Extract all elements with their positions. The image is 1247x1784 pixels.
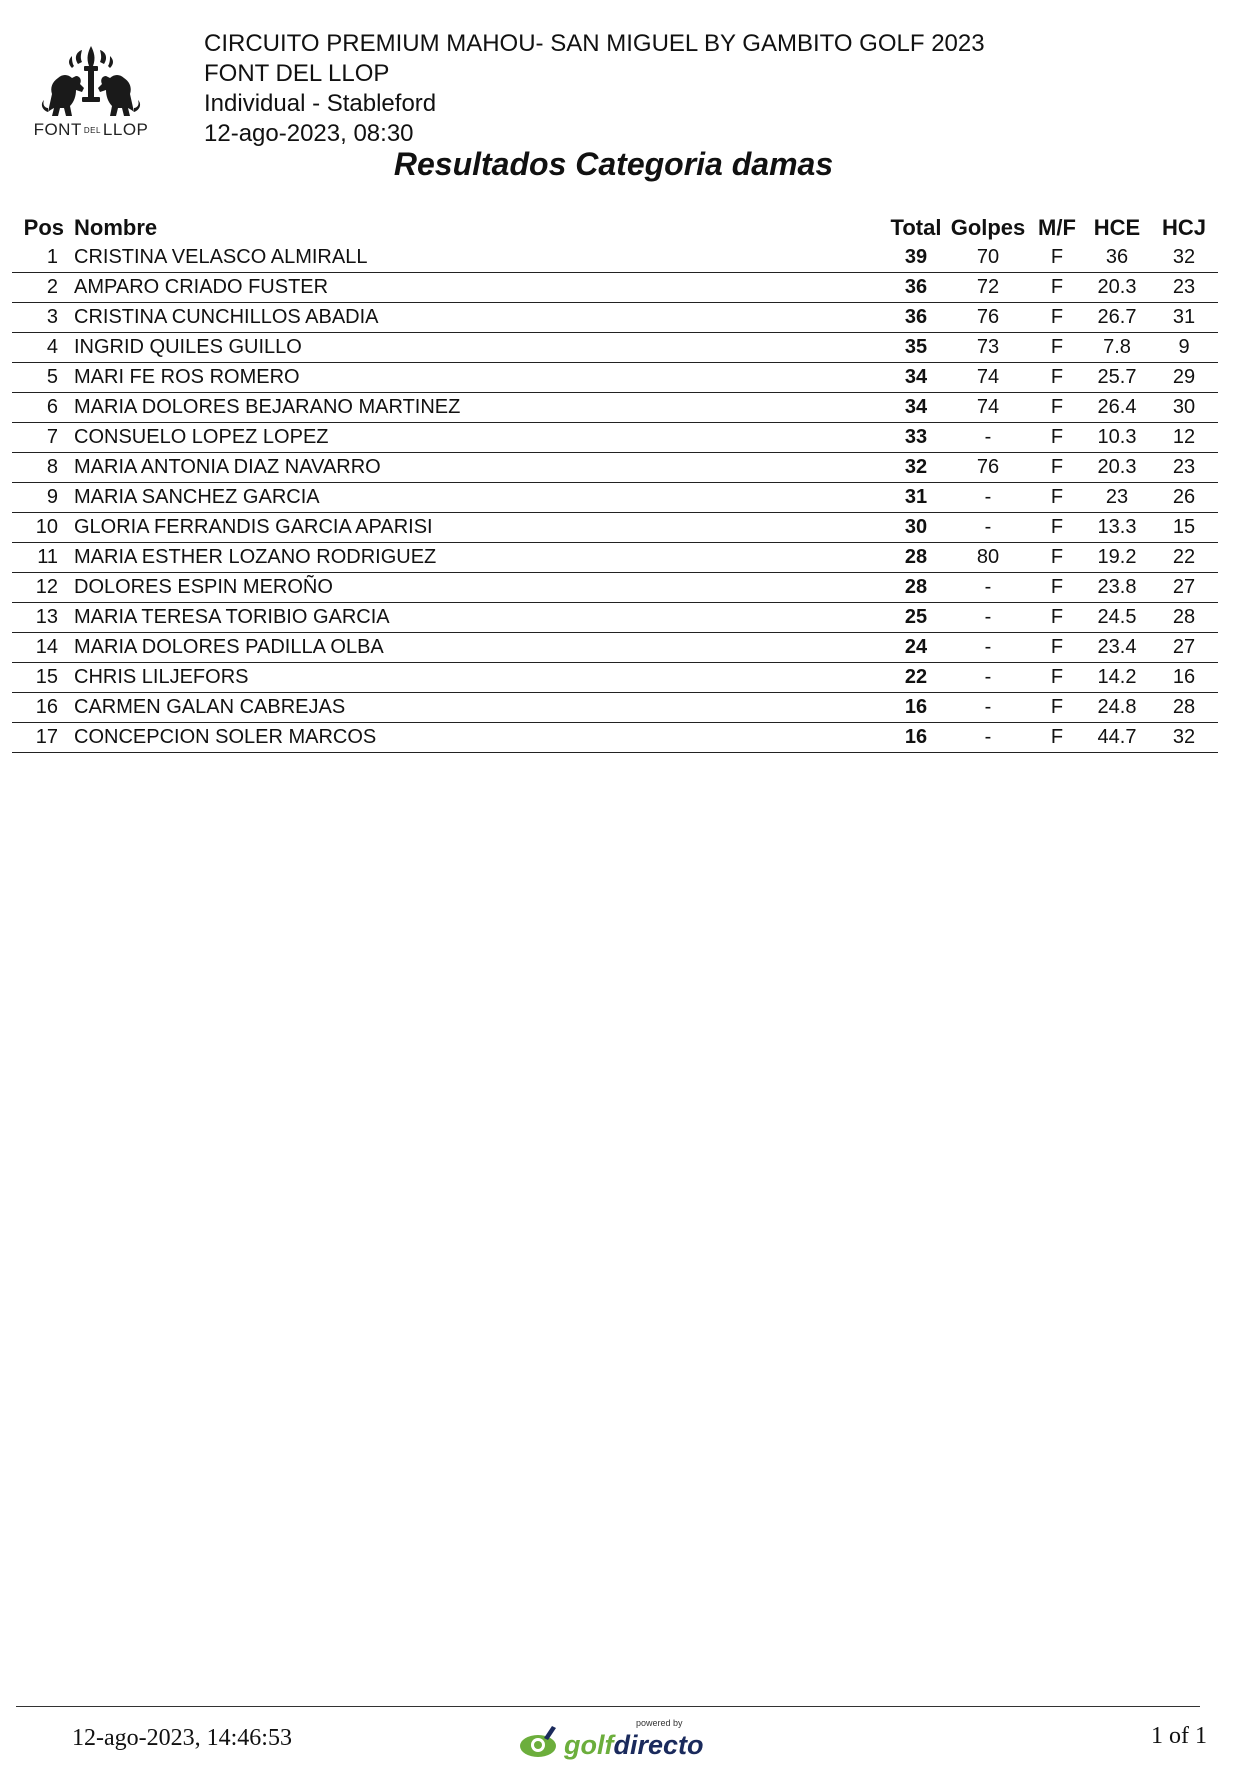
column-header-pos: Pos [23,215,64,240]
cell-total: 39 [886,243,946,273]
cell-mf: F [1030,303,1084,333]
cell-mf: F [1030,543,1084,573]
cell-name: CRISTINA CUNCHILLOS ABADIA [64,303,886,333]
cell-golpes: - [946,423,1030,453]
cell-total: 34 [886,393,946,423]
cell-total: 33 [886,423,946,453]
cell-hce: 19.2 [1084,543,1150,573]
powered-by-label: powered by [636,1718,683,1728]
cell-golpes: - [946,483,1030,513]
logo-text-del: DEL [83,126,101,136]
column-header-mf: M/F [1038,215,1076,240]
cell-name: MARIA TERESA TORIBIO GARCIA [64,603,886,633]
cell-total: 30 [886,513,946,543]
page-title [0,146,1247,183]
cell-hce: 14.2 [1084,663,1150,693]
cell-hce: 25.7 [1084,363,1150,393]
cell-pos: 4 [12,333,64,363]
table-row [12,723,1218,753]
cell-name: MARIA DOLORES BEJARANO MARTINEZ [64,393,886,423]
cell-name: CRISTINA VELASCO ALMIRALL [64,243,886,273]
table-row [12,693,1218,723]
cell-total: 31 [886,483,946,513]
cell-hcj: 22 [1150,543,1218,573]
cell-golpes: - [946,633,1030,663]
cell-hcj: 9 [1150,333,1218,363]
cell-total: 16 [886,693,946,723]
cell-hce: 26.4 [1084,393,1150,423]
cell-golpes: 76 [946,453,1030,483]
cell-pos: 5 [12,363,64,393]
cell-mf: F [1030,483,1084,513]
cell-hce: 7.8 [1084,333,1150,363]
cell-mf: F [1030,423,1084,453]
table-row [12,663,1218,693]
cell-mf: F [1030,243,1084,273]
table-row [12,513,1218,543]
table-header-row [12,213,1218,243]
cell-mf: F [1030,573,1084,603]
cell-total: 34 [886,363,946,393]
font-del-llop-logo [26,42,156,142]
cell-hcj: 32 [1150,243,1218,273]
column-header-name: Nombre [74,215,158,240]
cell-hcj: 23 [1150,273,1218,303]
page-title-text: Resultados Categoria damas [393,146,834,182]
cell-hce: 20.3 [1084,453,1150,483]
table-row [12,423,1218,453]
cell-name: INGRID QUILES GUILLO [64,333,886,363]
cell-golpes: - [946,663,1030,693]
print-timestamp: 12-ago-2023, 14:46:53 [72,1725,292,1751]
cell-name: CONCEPCION SOLER MARCOS [64,723,886,753]
table-row [12,603,1218,633]
brand-directo-text: directo [613,1730,704,1760]
course-name: FONT DEL LLOP [204,60,390,87]
cell-hcj: 27 [1150,633,1218,663]
brand-wordmark [564,1730,704,1761]
column-header-golpes: Golpes [950,215,1026,240]
cell-name: CARMEN GALAN CABREJAS [64,693,886,723]
cell-total: 28 [886,573,946,603]
cell-mf: F [1030,633,1084,663]
cell-pos: 7 [12,423,64,453]
cell-golpes: 73 [946,333,1030,363]
cell-pos: 11 [12,543,64,573]
table-row [12,453,1218,483]
cell-mf: F [1030,333,1084,363]
cell-mf: F [1030,513,1084,543]
cell-hce: 23 [1084,483,1150,513]
cell-total: 36 [886,273,946,303]
cell-total: 28 [886,543,946,573]
cell-hcj: 16 [1150,663,1218,693]
cell-total: 35 [886,333,946,363]
table-row [12,543,1218,573]
cell-name: CHRIS LILJEFORS [64,663,886,693]
cell-pos: 9 [12,483,64,513]
cell-pos: 2 [12,273,64,303]
cell-pos: 3 [12,303,64,333]
cell-mf: F [1030,393,1084,423]
cell-hcj: 28 [1150,603,1218,633]
cell-golpes: - [946,723,1030,753]
tournament-date: 12-ago-2023, 08:30 [204,120,414,147]
cell-name: MARIA SANCHEZ GARCIA [64,483,886,513]
table-row [12,273,1218,303]
cell-hcj: 15 [1150,513,1218,543]
cell-hce: 24.5 [1084,603,1150,633]
cell-hce: 23.8 [1084,573,1150,603]
cell-mf: F [1030,453,1084,483]
cell-golpes: 76 [946,303,1030,333]
cell-name: MARI FE ROS ROMERO [64,363,886,393]
cell-hcj: 31 [1150,303,1218,333]
results-body [12,243,1218,753]
game-format: Individual - Stableford [204,90,437,117]
cell-hcj: 28 [1150,693,1218,723]
cell-pos: 12 [12,573,64,603]
report-header [204,29,985,149]
cell-name: MARIA DOLORES PADILLA OLBA [64,633,886,663]
cell-hcj: 29 [1150,363,1218,393]
cell-pos: 1 [12,243,64,273]
footer-divider [16,1706,1200,1707]
results-table [12,213,1218,753]
cell-mf: F [1030,693,1084,723]
cell-pos: 10 [12,513,64,543]
table-row [12,303,1218,333]
cell-hce: 44.7 [1084,723,1150,753]
column-header-hcj: HCJ [1161,215,1206,240]
cell-golpes: - [946,693,1030,723]
cell-hce: 24.8 [1084,693,1150,723]
table-row [12,483,1218,513]
cell-pos: 17 [12,723,64,753]
logo-wordmark [26,120,156,140]
cell-total: 25 [886,603,946,633]
cell-name: GLORIA FERRANDIS GARCIA APARISI [64,513,886,543]
cell-pos: 14 [12,633,64,663]
cell-name: MARIA ESTHER LOZANO RODRIGUEZ [64,543,886,573]
golf-ball-swoosh-icon [518,1724,564,1760]
cell-pos: 16 [12,693,64,723]
column-header-hce: HCE [1093,215,1141,240]
cell-pos: 8 [12,453,64,483]
cell-golpes: 74 [946,393,1030,423]
cell-pos: 15 [12,663,64,693]
cell-pos: 13 [12,603,64,633]
cell-hcj: 26 [1150,483,1218,513]
cell-name: MARIA ANTONIA DIAZ NAVARRO [64,453,886,483]
cell-mf: F [1030,723,1084,753]
cell-hce: 26.7 [1084,303,1150,333]
table-row [12,363,1218,393]
cell-golpes: 72 [946,273,1030,303]
brand-golf-text: golf [564,1730,614,1760]
cell-total: 16 [886,723,946,753]
logo-text-llop: LLOP [102,120,149,139]
cell-pos: 6 [12,393,64,423]
cell-name: CONSUELO LOPEZ LOPEZ [64,423,886,453]
golfdirecto-logo [518,1718,704,1762]
cell-golpes: - [946,513,1030,543]
cell-hce: 36 [1084,243,1150,273]
cell-hce: 20.3 [1084,273,1150,303]
lions-fountain-icon [26,42,156,122]
table-row [12,333,1218,363]
cell-golpes: - [946,573,1030,603]
cell-hce: 13.3 [1084,513,1150,543]
cell-hcj: 12 [1150,423,1218,453]
cell-total: 32 [886,453,946,483]
cell-golpes: 74 [946,363,1030,393]
cell-hcj: 27 [1150,573,1218,603]
table-row [12,393,1218,423]
table-row [12,633,1218,663]
page-number: 1 of 1 [1151,1723,1207,1749]
cell-mf: F [1030,603,1084,633]
cell-total: 36 [886,303,946,333]
cell-mf: F [1030,273,1084,303]
cell-golpes: 70 [946,243,1030,273]
cell-mf: F [1030,663,1084,693]
cell-total: 22 [886,663,946,693]
cell-hce: 10.3 [1084,423,1150,453]
cell-total: 24 [886,633,946,663]
cell-hcj: 23 [1150,453,1218,483]
tournament-name: CIRCUITO PREMIUM MAHOU- SAN MIGUEL BY GAMBITO GOLF 2023 [204,30,985,57]
cell-name: AMPARO CRIADO FUSTER [64,273,886,303]
cell-mf: F [1030,363,1084,393]
table-row [12,573,1218,603]
column-header-total: Total [890,215,942,240]
cell-hcj: 30 [1150,393,1218,423]
cell-golpes: - [946,603,1030,633]
logo-text-font: FONT [33,120,82,139]
table-row [12,243,1218,273]
cell-name: DOLORES ESPIN MEROÑO [64,573,886,603]
cell-golpes: 80 [946,543,1030,573]
cell-hcj: 32 [1150,723,1218,753]
cell-hce: 23.4 [1084,633,1150,663]
